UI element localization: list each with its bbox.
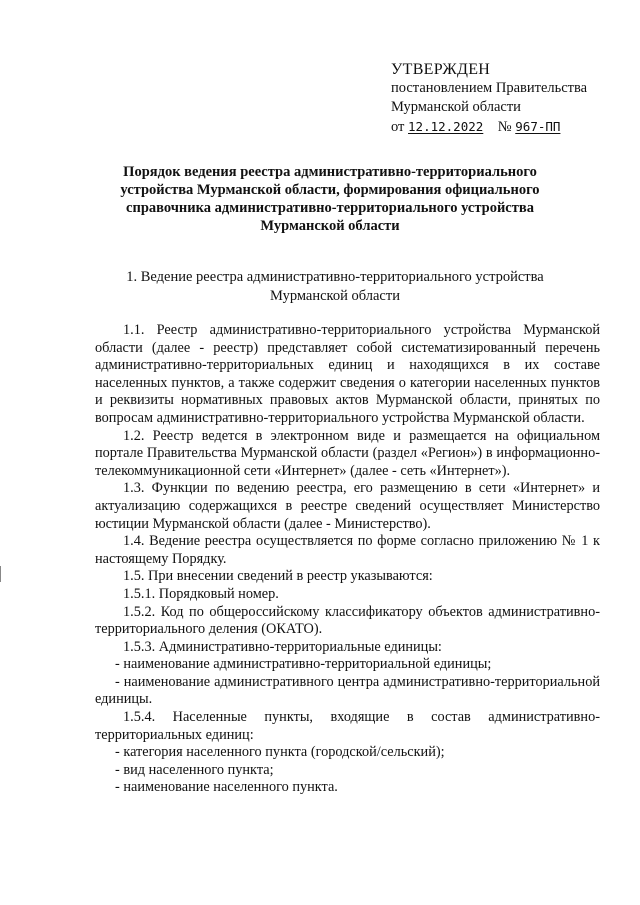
approval-line-2: Мурманской области	[391, 99, 521, 115]
approval-stamp	[391, 60, 621, 137]
approval-line-1: постановлением Правительства	[391, 80, 588, 96]
approval-date-line	[391, 117, 621, 137]
date-prefix: от	[391, 119, 405, 135]
paragraph-1-5-4: 1.5.4. Населенные пункты, входящие в состав административно-территориальных единиц:	[95, 709, 600, 743]
list-item: - категория населенного пункта (городской/сельский);	[115, 744, 445, 761]
paragraph-1-2: 1.2. Реестр ведется в электронном виде и размещается на официальном портале Правительства Мурманской области (раздел «Регион») в информационно-телекоммуникационной сети «Интернет» (далее - сеть «Интернет»).	[95, 427, 600, 479]
approval-date: 12.12.2022	[408, 119, 484, 134]
approval-number: 967-ПП	[515, 119, 561, 134]
scan-edge-mark	[0, 566, 1, 582]
list-item: - наименование административно-территориальной единицы;	[115, 656, 492, 673]
paragraph-1-5-1: 1.5.1. Порядковый номер.	[123, 585, 279, 602]
paragraph-1-1: 1.1. Реестр административно-территориального устройства Мурманской области (далее - реестр) представляет собой систематизированный перечень административно-территориальных единиц и находящихся в их составе населенных пунктов, а также содержит сведения о категории населенных пунктов и реквизиты нормативных правовых актов Мурманской области, принятых по вопросам административно-территориального устройства Мурманской области.	[95, 322, 600, 426]
document-title: Порядок ведения реестра административно-территориального устройства Мурманской области, формирования официального справочника административно-территориального устройства Мурманской области	[120, 164, 540, 234]
paragraph-1-3: 1.3. Функции по ведению реестра, его размещению в сети «Интернет» и актуализацию содержащихся в реестре сведений осуществляет Министерство юстиции Мурманской области (далее - Министерство).	[95, 480, 600, 532]
paragraph-1-5: 1.5. При внесении сведений в реестр указываются:	[123, 568, 433, 585]
document-body	[95, 322, 600, 797]
list-item: - наименование административного центра административно-территориальной единицы.	[95, 673, 600, 708]
paragraph-1-5-2: 1.5.2. Код по общероссийскому классификатору объектов административно-территориального деления (ОКАТО).	[95, 603, 600, 638]
list-item: - наименование населенного пункта.	[115, 779, 338, 796]
paragraph-1-4: 1.4. Ведение реестра осуществляется по форме согласно приложению № 1 к настоящему Порядку.	[95, 533, 600, 567]
section-heading: 1. Ведение реестра административно-территориального устройства Мурманской области	[126, 269, 544, 304]
approval-heading: УТВЕРЖДЕН	[391, 61, 491, 78]
paragraph-1-5-3: 1.5.3. Административно-территориальные единицы:	[123, 638, 442, 655]
list-item: - вид населенного пункта;	[115, 761, 274, 778]
number-prefix: №	[497, 119, 512, 135]
